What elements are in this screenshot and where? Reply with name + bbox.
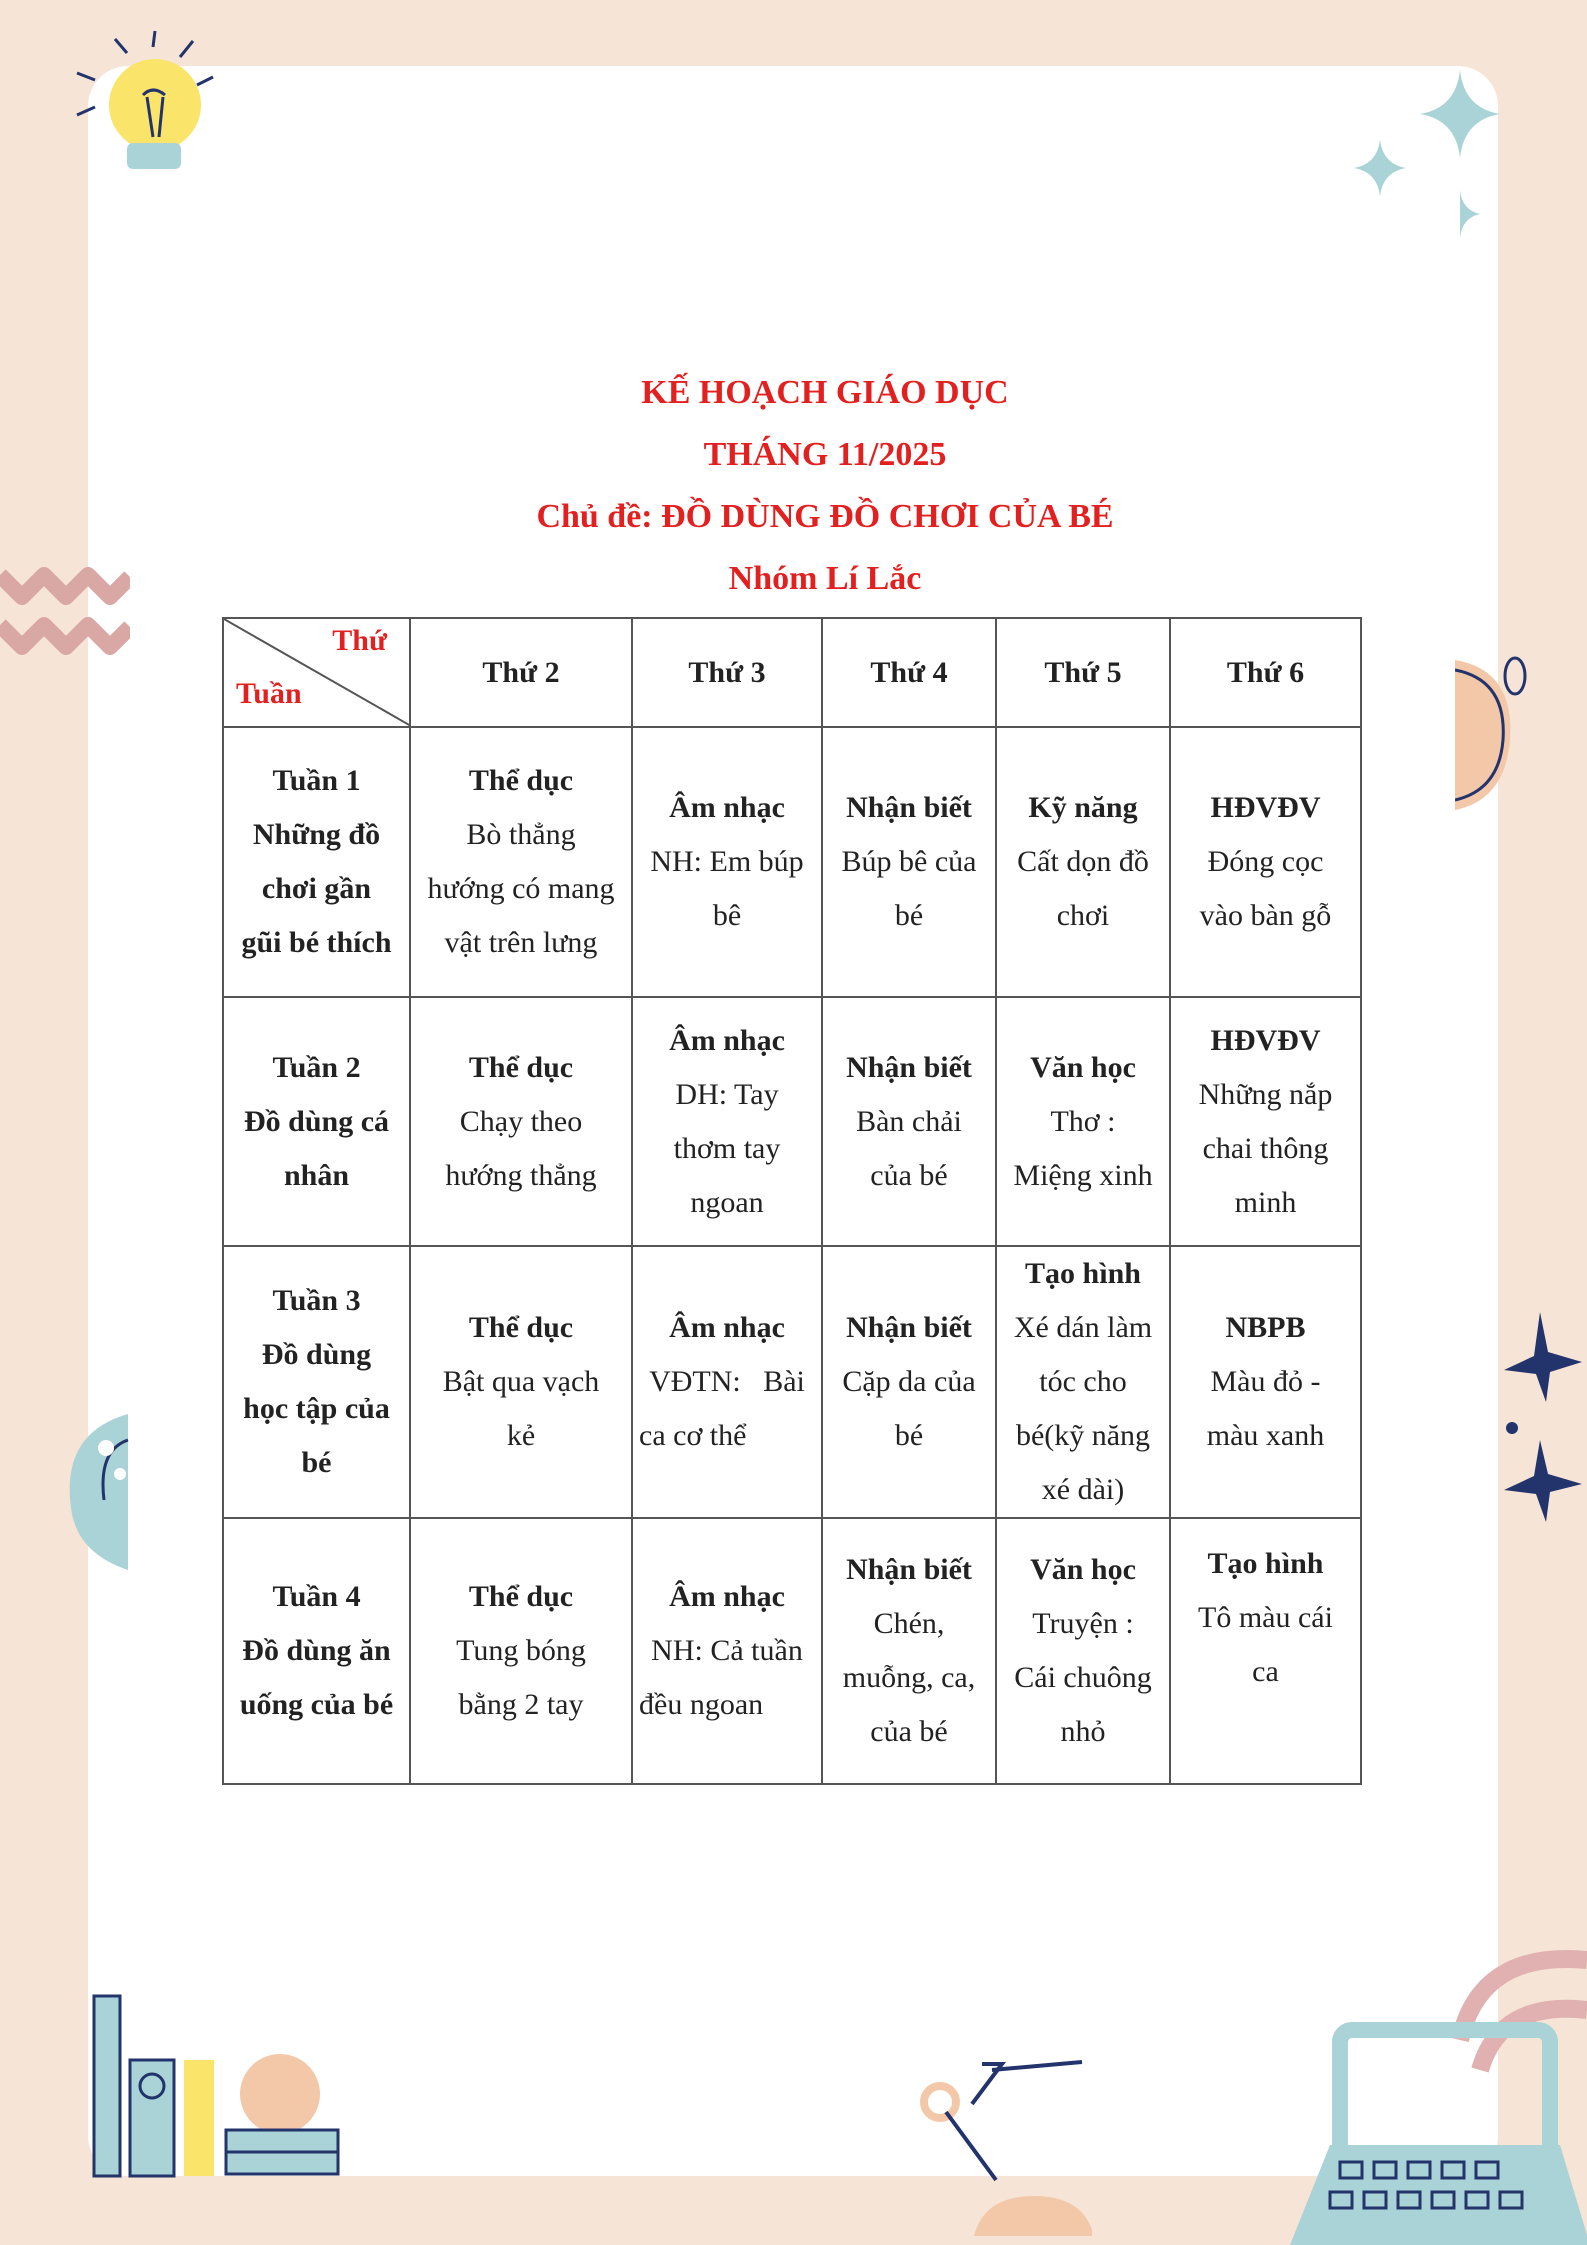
activity-cell [410,1246,632,1518]
week-label-line: Đồ dùng [261,1338,372,1371]
activity-line: Đóng cọc [1207,845,1324,878]
document-theme: Chủ đề: ĐỒ DÙNG ĐỒ CHƠI CỦA BÉ [536,498,1114,535]
activity-line: Cặp da của [842,1365,976,1398]
activity-line: kẻ [506,1419,536,1452]
cross-icon [1500,1300,1587,1530]
activity-cell [822,997,996,1246]
activity-line: của bé [870,1158,948,1192]
activity-subject: Âm nhạc [669,1580,785,1613]
day-header: Thứ 2 [410,618,632,727]
desk-lamp-icon [912,2060,1092,2240]
week-label [223,1246,410,1518]
activity-line: Màu đỏ - [1210,1365,1321,1398]
activity-line: bé(kỹ năng [1015,1419,1151,1452]
activity-cell [410,1518,632,1784]
lesson-plan-table [222,617,1362,1785]
activity-cell [822,1518,996,1784]
table-row [223,727,1361,997]
activity-line: Chạy theo [459,1104,583,1138]
day-header: Thứ 5 [996,618,1170,727]
table-row [223,997,1361,1246]
activity-subject: Tạo hình [1207,1547,1324,1580]
activity-subject: Nhận biết [846,791,972,824]
activity-line: minh [1234,1185,1297,1219]
activity-subject: Âm nhạc [669,1023,785,1057]
activity-cell [632,1518,822,1784]
activity-line: bằng 2 tay [458,1688,584,1721]
table-header-row [223,618,1361,727]
activity-subject: Văn học [1030,1050,1136,1084]
activity-subject: Thể dục [468,1580,574,1613]
activity-cell [996,997,1170,1246]
activity-line: Truyện : [1032,1607,1134,1640]
activity-line: NH: Cả tuần [651,1634,803,1667]
activity-line: Thơ : [1050,1104,1116,1138]
activity-subject: Thể dục [468,764,574,797]
activity-line: đều ngoan [639,1688,764,1721]
corner-day-label: Thứ [332,624,387,657]
week-label-line: Tuần 4 [272,1580,361,1613]
document-month: THÁNG 11/2025 [703,436,947,473]
activity-line: chơi [1056,899,1110,932]
activity-line: hướng thẳng [445,1158,597,1192]
activity-subject: HĐVĐV [1210,1023,1321,1057]
document-header [0,362,1587,610]
document-title: KẾ HOẠCH GIÁO DỤC [641,374,1009,411]
week-label-line: Đồ dùng cá [243,1104,390,1138]
alarm-clock-icon [1455,640,1545,810]
activity-line: thơm tay [673,1131,781,1165]
week-label-line: Tuần 2 [272,1050,361,1084]
activity-subject: Âm nhạc [669,791,785,824]
flask-icon [62,1410,132,1580]
activity-line: của bé [870,1715,948,1748]
activity-line: màu xanh [1206,1419,1325,1452]
activity-subject: Văn học [1030,1553,1136,1586]
activity-line: hướng có mang [427,872,615,905]
activity-subject: Nhận biết [846,1311,972,1344]
activity-line: muỗng, ca, [842,1661,976,1694]
activity-line: Búp bê của [841,845,977,878]
activity-subject: Nhận biết [846,1050,972,1084]
lightbulb-icon [55,25,225,185]
week-label-line: Đồ dùng ăn [242,1634,391,1667]
activity-cell [822,727,996,997]
activity-line: xé dài) [1041,1473,1125,1506]
week-label-line: Tuần 1 [272,764,361,797]
activity-subject: Thể dục [468,1050,574,1084]
activity-line: tóc cho [1039,1365,1127,1398]
activity-subject: Âm nhạc [669,1311,785,1344]
week-label-line: bé [301,1446,332,1479]
activity-line: DH: Tay [675,1077,779,1111]
activity-cell [996,727,1170,997]
activity-subject: Kỹ năng [1028,791,1138,824]
activity-line: VĐTN: Bài [649,1365,805,1398]
week-label-line: uống của bé [239,1688,394,1721]
activity-line: Những nắp [1198,1077,1333,1111]
week-label-line: học tập của [243,1392,390,1425]
activity-line: Tung bóng [456,1634,586,1667]
activity-subject: Nhận biết [846,1553,972,1586]
activity-cell [632,1246,822,1518]
activity-line: Xé dán làm [1013,1311,1153,1344]
week-label-line: Tuần 3 [272,1284,361,1317]
activity-cell [1170,727,1361,997]
activity-cell [1170,997,1361,1246]
corner-cell [223,618,410,727]
activity-line: ngoan [690,1185,764,1219]
activity-line: Bàn chải [856,1104,962,1138]
typewriter-icon [1280,1940,1587,2245]
activity-subject: Tạo hình [1025,1257,1141,1290]
activity-subject: NBPB [1225,1311,1306,1344]
activity-line: Miệng xinh [1013,1158,1153,1192]
week-label-line: nhân [283,1158,350,1192]
activity-line: NH: Em búp [650,845,804,878]
activity-cell [1170,1246,1361,1518]
activity-line: bé [894,1419,924,1452]
activity-line: Bò thẳng [466,818,576,851]
week-label [223,997,410,1246]
day-header: Thứ 6 [1170,618,1361,727]
activity-line: ca cơ thể [639,1419,747,1452]
activity-line: bé [894,899,924,932]
books-icon [90,1990,350,2180]
activity-cell [632,727,822,997]
sparkle-icon [1350,60,1500,260]
week-label-line: Những đồ [252,818,381,851]
activity-cell [632,997,822,1246]
activity-line: Chén, [873,1607,945,1640]
activity-line: chai thông [1202,1131,1329,1165]
week-label [223,1518,410,1784]
day-header: Thứ 4 [822,618,996,727]
activity-line: Cái chuông [1014,1661,1152,1694]
activity-line: bê [712,899,742,932]
activity-cell [996,1518,1170,1784]
activity-line: nhỏ [1060,1715,1106,1748]
document-group: Nhóm Lí Lắc [728,560,922,597]
activity-line: Tô màu cái [1198,1601,1333,1634]
activity-line: vật trên lưng [444,926,598,959]
corner-week-label: Tuần [236,677,302,710]
activity-cell [410,727,632,997]
activity-line: vào bàn gỗ [1199,899,1332,932]
activity-cell [822,1246,996,1518]
activity-cell [1170,1518,1361,1784]
activity-subject: HĐVĐV [1210,791,1321,824]
activity-line: Cất dọn đồ [1017,845,1149,878]
activity-cell [410,997,632,1246]
day-header: Thứ 3 [632,618,822,727]
week-label [223,727,410,997]
week-label-line: chơi gần [261,872,372,905]
table-row [223,1246,1361,1518]
activity-cell [996,1246,1170,1518]
activity-line: ca [1252,1655,1279,1688]
table-row [223,1518,1361,1784]
activity-subject: Thể dục [468,1311,574,1344]
week-label-line: gũi bé thích [241,926,392,959]
activity-line: Bật qua vạch [442,1365,600,1398]
